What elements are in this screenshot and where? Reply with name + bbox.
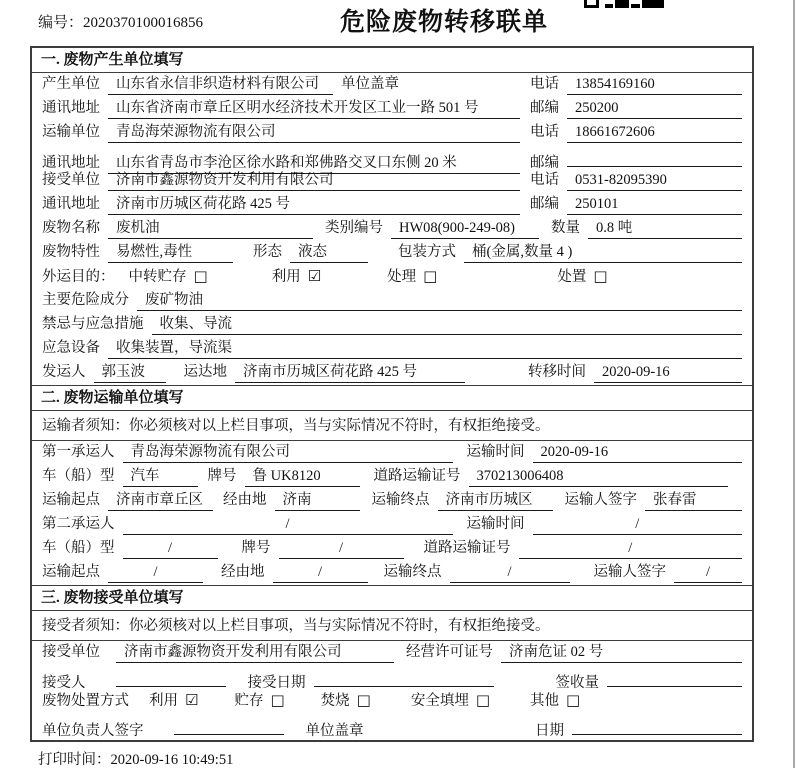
disposal-option-landfill: 安全填埋 <box>410 693 469 709</box>
transporter-address-row <box>32 145 752 169</box>
vehicle2-row <box>32 537 752 561</box>
receiver-row <box>32 169 752 193</box>
form-state-value: 液态 <box>290 241 368 263</box>
dispatcher-value: 郭玉波 <box>94 361 166 383</box>
emergency-equipment-label: 应急设备 <box>42 340 100 356</box>
receiver-value: 济南市鑫源物资开发利用有限公司 <box>108 169 520 191</box>
second-carrier-value: / <box>123 513 453 535</box>
disposal-method-label: 废物处置方式 <box>42 693 129 709</box>
disposal-landfill-checkbox: □ <box>475 691 491 709</box>
quantity-value: 0.8 吨 <box>588 217 742 239</box>
form-state-label: 形态 <box>253 244 282 260</box>
transfer-time-label: 转移时间 <box>528 364 586 380</box>
receiver-notice: 接受者须知：你必须核对以上栏目事项，当与实际情况不符时，有权拒绝接受。 <box>32 611 752 641</box>
accepting-unit-value: 济南市鑫源物资开发利用有限公司 <box>116 641 394 663</box>
plate2-value: / <box>279 537 404 559</box>
sign-date-value <box>572 713 742 735</box>
purpose-option-treat: 处理 <box>387 269 417 285</box>
disposal-storage-checkbox: □ <box>270 691 285 709</box>
first-carrier-row <box>32 441 752 465</box>
producer-address-value: 山东省济南市章丘区明水经济技术开发区工业一路 501 号 <box>108 97 520 119</box>
section1-heading: 一. 废物产生单位填写 <box>32 48 752 73</box>
license-value: 济南危证 02 号 <box>501 641 742 663</box>
receiver-postcode-label: 邮编 <box>530 196 559 212</box>
form-title: 危险废物转移联单 <box>339 9 548 36</box>
serial-label: 编号： <box>38 15 84 31</box>
waste-property-label: 废物特性 <box>42 244 100 260</box>
category-code-value: HW08(900-249-08) <box>391 217 539 239</box>
transporter-address-value: 山东省青岛市李沧区徐水路和郑佛路交叉口东侧 20 米 <box>108 152 520 174</box>
responsible-sign-label: 单位负责人签字 <box>42 723 144 739</box>
print-time-label: 打印时间： <box>38 752 111 768</box>
unit-seal-label: 单位盖章 <box>341 76 399 92</box>
road-cert1-value: 370213006408 <box>469 465 729 487</box>
received-qty-value <box>607 665 742 687</box>
acceptor-value <box>116 665 226 687</box>
vehicle1-row <box>32 465 752 489</box>
accepting-unit-label: 接受单位 <box>42 644 100 660</box>
form-table <box>30 46 754 742</box>
vehicle-type1-value: 汽车 <box>123 465 198 487</box>
vehicle-type2-label: 车（船）型 <box>42 540 115 556</box>
producer-postcode-label: 邮编 <box>530 100 559 116</box>
plate1-label: 牌号 <box>207 468 237 484</box>
acceptor-label: 接受人 <box>42 675 86 691</box>
route1-via-value: 济南 <box>275 489 360 511</box>
route2-row <box>32 561 752 585</box>
route1-end-label: 运输终点 <box>371 492 430 508</box>
transporter-phone-label: 电话 <box>530 124 559 140</box>
dispatch-row <box>32 361 752 385</box>
waste-property-row <box>32 241 752 265</box>
waste-property-value: 易燃性,毒性 <box>108 241 233 263</box>
sign-date-label: 日期 <box>535 723 564 739</box>
transfer-storage-checkbox: □ <box>193 267 208 285</box>
transporter-address-label: 通讯地址 <box>42 155 100 171</box>
disposal-option-incinerate: 焚烧 <box>320 693 350 709</box>
route2-via-value: / <box>273 561 368 583</box>
dispose-checkbox: □ <box>593 267 608 285</box>
unit-seal2-label: 单位盖章 <box>305 723 364 739</box>
route2-end-value: / <box>450 561 570 583</box>
utilize-checkbox: ☑ <box>307 267 322 285</box>
road-cert2-value: / <box>519 537 743 559</box>
route1-signer-label: 运输人签字 <box>564 492 637 508</box>
transporter-notice: 运输者须知：你必须核对以上栏目事项，当与实际情况不符时，有权拒绝接受。 <box>32 411 752 441</box>
producer-phone-value: 13854169160 <box>567 73 742 95</box>
route2-end-label: 运输终点 <box>383 564 442 580</box>
disposal-option-utilize: 利用 <box>149 693 178 709</box>
quantity-label: 数量 <box>551 220 580 236</box>
transfer-purpose-row <box>32 265 752 289</box>
route2-start-value: / <box>108 561 203 583</box>
plate1-value: 鲁 UK8120 <box>245 465 360 487</box>
dispatcher-label: 发运人 <box>42 364 86 380</box>
route2-via-label: 经由地 <box>221 564 265 580</box>
print-time-line <box>38 748 233 768</box>
route2-start-label: 运输起点 <box>42 564 100 580</box>
waste-name-label: 废物名称 <box>42 220 100 236</box>
producer-value: 山东省永信非织造材料有限公司 <box>108 73 333 95</box>
waste-name-value: 废机油 <box>108 217 313 239</box>
route1-start-label: 运输起点 <box>42 492 100 508</box>
emergency-equipment-value: 收集装置，导流渠 <box>108 337 742 359</box>
category-code-label: 类别编号 <box>325 220 383 236</box>
accepting-unit-row <box>32 641 752 665</box>
disposal-other-checkbox: □ <box>566 691 581 709</box>
route2-signer-label: 运输人签字 <box>593 564 666 580</box>
packing-label: 包装方式 <box>398 244 456 260</box>
accept-date-label: 接受日期 <box>247 675 306 691</box>
receiver-phone-label: 电话 <box>530 172 559 188</box>
purpose-option-utilize: 利用 <box>271 269 301 285</box>
transporter-postcode-label: 邮编 <box>530 155 559 171</box>
disposal-utilize-checkbox: ☑ <box>185 691 199 709</box>
receiver-phone-value: 0531-82095390 <box>567 169 742 191</box>
window-right-edge <box>793 0 795 768</box>
transporter-value: 青岛海荣源物流有限公司 <box>108 121 520 143</box>
transfer-time-value: 2020-09-16 <box>594 361 742 383</box>
producer-phone-label: 电话 <box>530 76 559 92</box>
transporter-label: 运输单位 <box>42 124 100 140</box>
emergency-equipment-row <box>32 337 752 361</box>
taboo-measures-row <box>32 313 752 337</box>
hazard-component-label: 主要危险成分 <box>42 292 129 308</box>
hazard-component-value: 废矿物油 <box>137 289 742 311</box>
second-carrier-label: 第二承运人 <box>42 516 115 532</box>
treat-checkbox: □ <box>423 267 438 285</box>
transfer-purpose-label: 外运目的： <box>42 269 115 285</box>
section2-heading: 二. 废物运输单位填写 <box>32 385 752 411</box>
receiver-label: 接受单位 <box>42 172 100 188</box>
waste-name-row <box>32 217 752 241</box>
route1-signer-value: 张春雷 <box>645 489 742 511</box>
second-carrier-row <box>32 513 752 537</box>
transport-time2-label: 运输时间 <box>466 516 525 532</box>
disposal-option-other: 其他 <box>530 693 560 709</box>
plate2-label: 牌号 <box>241 540 271 556</box>
vehicle-type2-value: / <box>123 537 218 559</box>
transporter-phone-value: 18661672606 <box>567 121 742 143</box>
transport-time1-value: 2020-09-16 <box>533 441 743 463</box>
disposal-method-row <box>32 689 752 713</box>
taboo-measures-value: 收集、导流 <box>152 313 743 335</box>
section3-heading: 三. 废物接受单位填写 <box>32 585 752 611</box>
accept-date-value <box>314 665 494 687</box>
receiver-postcode-value: 250101 <box>567 193 742 215</box>
responsible-sign-row <box>32 713 752 737</box>
destination-label: 运达地 <box>183 364 227 380</box>
route1-end-value: 济南市历城区 <box>438 489 553 511</box>
producer-address-row <box>32 97 752 121</box>
receiver-address-label: 通讯地址 <box>42 196 100 212</box>
destination-value: 济南市历城区荷花路 425 号 <box>235 361 465 383</box>
first-carrier-label: 第一承运人 <box>42 444 115 460</box>
route2-signer-value: / <box>674 561 742 583</box>
received-qty-label: 签收量 <box>555 675 599 691</box>
route1-row <box>32 489 752 513</box>
producer-address-label: 通讯地址 <box>42 100 100 116</box>
road-cert1-label: 道路运输证号 <box>373 468 461 484</box>
route1-via-label: 经由地 <box>223 492 267 508</box>
disposal-option-storage: 贮存 <box>234 693 264 709</box>
vehicle-type1-label: 车（船）型 <box>42 468 115 484</box>
hazard-component-row <box>32 289 752 313</box>
print-time-value: 2020-09-16 10:49:51 <box>110 752 234 768</box>
acceptor-row <box>32 665 752 689</box>
purpose-option-dispose: 处置 <box>557 269 587 285</box>
producer-postcode-value: 250200 <box>567 97 742 119</box>
taboo-measures-label: 禁忌与应急措施 <box>42 316 144 332</box>
packing-value: 桶(金属,数量 4 ) <box>464 241 742 263</box>
first-carrier-value: 青岛海荣源物流有限公司 <box>123 441 453 463</box>
road-cert2-label: 道路运输证号 <box>423 540 511 556</box>
disposal-incinerate-checkbox: □ <box>356 691 371 709</box>
transport-time2-value: / <box>533 513 743 535</box>
route1-start-value: 济南市章丘区 <box>108 489 213 511</box>
producer-row <box>32 73 752 97</box>
license-label: 经营许可证号 <box>406 644 493 660</box>
transporter-postcode-value <box>567 145 742 167</box>
producer-label: 产生单位 <box>42 76 100 92</box>
receiver-address-row <box>32 193 752 217</box>
transport-time1-label: 运输时间 <box>466 444 525 460</box>
transporter-row <box>32 121 752 145</box>
purpose-option-transfer-storage: 中转贮存 <box>128 269 187 285</box>
responsible-sign-value <box>174 713 284 735</box>
receiver-address-value: 济南市历城区荷花路 425 号 <box>108 193 520 215</box>
serial-value: 2020370100016856 <box>83 15 204 31</box>
